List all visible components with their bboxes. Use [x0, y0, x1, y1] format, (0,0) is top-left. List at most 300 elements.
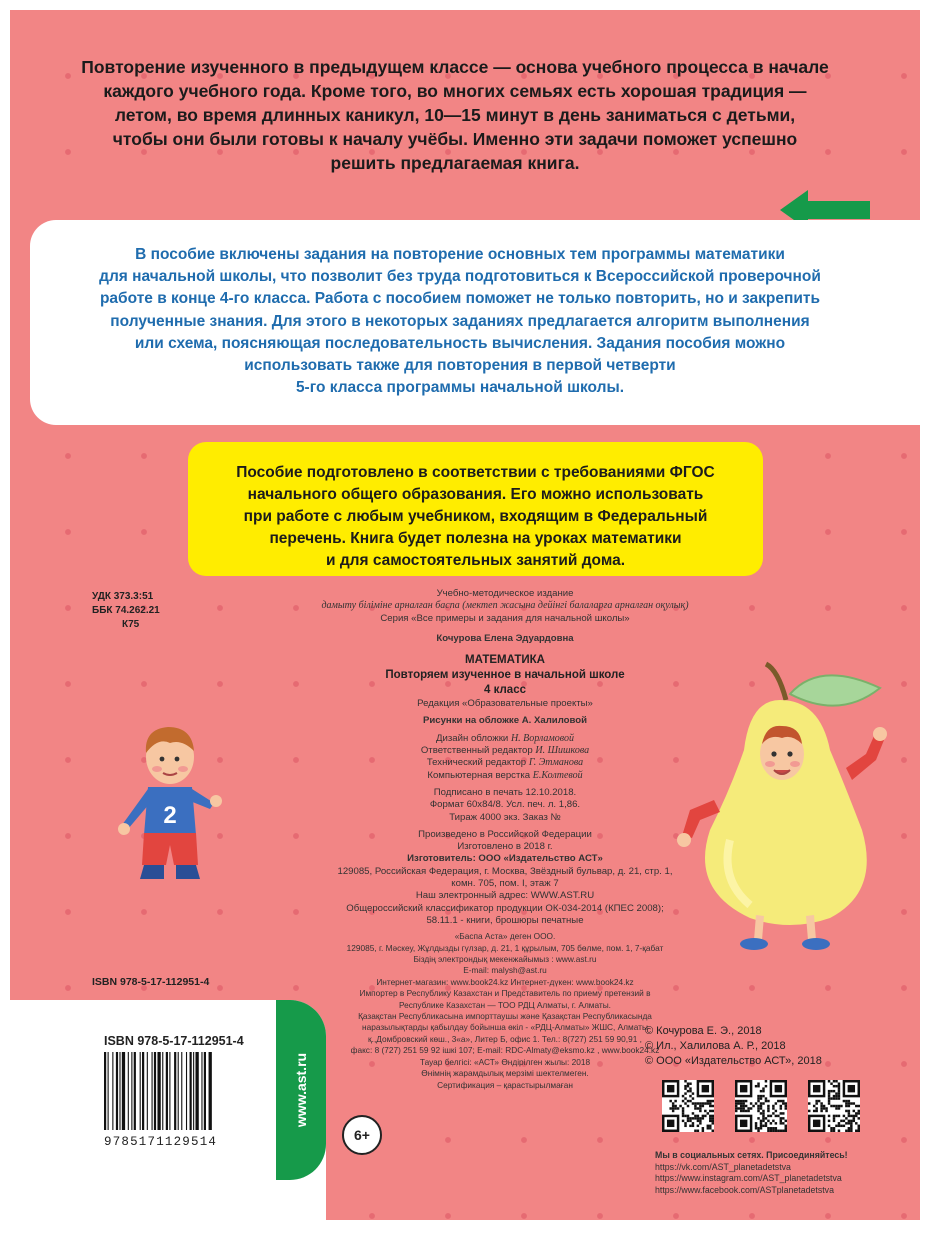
qr-module [833, 1117, 835, 1119]
barcode-bar [128, 1052, 129, 1130]
barcode-bar [157, 1052, 160, 1130]
qr-module [833, 1105, 835, 1107]
kz-line: Сертификация – қарастырылмаған [437, 1079, 573, 1090]
qr-module [684, 1125, 686, 1127]
qr-module [828, 1115, 830, 1117]
qr-module [757, 1095, 759, 1097]
qr-module [760, 1105, 762, 1107]
qr-module [735, 1105, 737, 1107]
qr-module [740, 1105, 742, 1107]
qr-module [843, 1100, 845, 1102]
qr-module [684, 1087, 686, 1089]
website-tab [276, 1000, 326, 1180]
qr-module [772, 1105, 774, 1107]
qr-module [689, 1100, 691, 1102]
boy-shirt-number: 2 [163, 802, 177, 829]
qr-module [745, 1100, 747, 1102]
qr-module [694, 1115, 696, 1117]
qr-module [848, 1110, 850, 1112]
qr-module [765, 1085, 767, 1087]
qr-module [782, 1130, 784, 1132]
qr-module [702, 1115, 704, 1117]
qr-module [777, 1100, 779, 1102]
barcode-bar [195, 1052, 198, 1130]
qr-module [699, 1122, 701, 1124]
qr-module [709, 1105, 711, 1107]
qr-module [843, 1125, 845, 1127]
qr-module [760, 1102, 762, 1104]
qr-module [697, 1102, 699, 1104]
qr-module [737, 1100, 739, 1102]
qr-module [672, 1102, 674, 1104]
qr-module [782, 1112, 784, 1114]
qr-module [684, 1122, 686, 1124]
qr-module [757, 1082, 759, 1084]
qr-module [830, 1097, 832, 1099]
qr-module [848, 1102, 850, 1104]
intro-line: Повторение изученного в предыдущем классе — основа учебного процесса в начале [81, 57, 829, 77]
qr-module [699, 1105, 701, 1107]
qr-module [762, 1095, 764, 1097]
qr-module [689, 1090, 691, 1092]
qr-module [735, 1107, 737, 1109]
qr-module [840, 1120, 842, 1122]
qr-module [707, 1112, 709, 1114]
qr-module [752, 1105, 754, 1107]
qr-module [677, 1107, 679, 1109]
fgos-line: начального общего образования. Его можно использовать [247, 486, 704, 503]
qr-module [843, 1120, 845, 1122]
qr-module [848, 1120, 850, 1122]
qr-module [682, 1107, 684, 1109]
qr-module [709, 1115, 711, 1117]
qr-module [747, 1110, 749, 1112]
pear-character-illustration [670, 660, 895, 955]
qr-module [689, 1120, 691, 1122]
qr-module [740, 1110, 742, 1112]
qr-module [694, 1117, 696, 1119]
qr-module [697, 1120, 699, 1122]
copyright-block [645, 1024, 822, 1069]
description-line: работе в конце 4-го класса. Работа с пособием поможет не только повторить, но и закрепить [99, 290, 821, 308]
qr-module [785, 1107, 787, 1109]
qr-module [702, 1130, 704, 1132]
qr-module [770, 1115, 772, 1117]
qr-module [765, 1097, 767, 1099]
kz-line: Өнімнің жарамдылық мерзімі шектелмеген. [421, 1068, 589, 1079]
qr-module [702, 1127, 704, 1129]
qr-module [782, 1117, 784, 1119]
qr-module [772, 1107, 774, 1109]
qr-module [835, 1097, 837, 1099]
qr-module [745, 1105, 747, 1107]
barcode-bar [122, 1052, 125, 1130]
qr-module [780, 1130, 782, 1132]
barcode-isbn: ISBN 978-5-17-112951-4 [104, 1034, 244, 1048]
manufacturer: Изготовитель: ООО «Издательство АСТ» [407, 853, 603, 865]
qr-module [760, 1125, 762, 1127]
qr-finder-module [740, 1085, 747, 1092]
qr-module [785, 1127, 787, 1129]
qr-code-instagram-icon[interactable] [735, 1080, 787, 1132]
qr-module [838, 1130, 840, 1132]
qr-module [704, 1110, 706, 1112]
qr-module [858, 1130, 860, 1132]
qr-module [850, 1102, 852, 1104]
qr-module [780, 1107, 782, 1109]
qr-module [747, 1107, 749, 1109]
qr-module [833, 1085, 835, 1087]
qr-module [689, 1095, 691, 1097]
qr-module [850, 1127, 852, 1129]
qr-module [780, 1100, 782, 1102]
qr-module [760, 1095, 762, 1097]
barcode-bar [174, 1052, 176, 1130]
qr-module [838, 1105, 840, 1107]
qr-module [833, 1130, 835, 1132]
barcode-bar [112, 1052, 113, 1130]
qr-module [855, 1122, 857, 1124]
qr-module [858, 1112, 860, 1114]
qr-module [707, 1102, 709, 1104]
barcode-bar [193, 1052, 194, 1130]
responsible-editor: Ответственный редактор И. Шишкова [420, 745, 590, 757]
qr-module [692, 1097, 694, 1099]
qr-module [772, 1120, 774, 1122]
description-line: или схема, поясняющая последовательность вычисления. Задания пособия можно [134, 334, 786, 352]
qr-module [808, 1110, 810, 1112]
qr-module [742, 1107, 744, 1109]
qr-module [820, 1102, 822, 1104]
qr-module [820, 1105, 822, 1107]
qr-module [833, 1080, 835, 1082]
intro-line: чтобы они были готовы к началу учёбы. Именно эти задачи поможет успешно [112, 129, 798, 149]
qr-module [777, 1130, 779, 1132]
qr-module [838, 1085, 840, 1087]
qr-module [672, 1105, 674, 1107]
book-title: МАТЕМАТИКА [465, 654, 545, 667]
barcode-bar [104, 1052, 106, 1130]
qr-module [848, 1105, 850, 1107]
series: Серия «Все примеры и задания для начальной школы» [380, 612, 630, 624]
qr-module [745, 1110, 747, 1112]
qr-module [830, 1105, 832, 1107]
qr-module [838, 1097, 840, 1099]
qr-module [682, 1112, 684, 1114]
barcode-bar [116, 1052, 118, 1130]
author-mark: К75 [122, 619, 140, 630]
qr-module [712, 1117, 714, 1119]
qr-module [843, 1115, 845, 1117]
qr-module [828, 1097, 830, 1099]
intro-line: каждого учебного года. Кроме того, во многих семьях есть хорошая традиция — [103, 81, 807, 101]
qr-module [669, 1107, 671, 1109]
qr-module [830, 1082, 832, 1084]
qr-module [785, 1102, 787, 1104]
qr-module [848, 1127, 850, 1129]
qr-module [820, 1107, 822, 1109]
qr-module [755, 1125, 757, 1127]
qr-module [825, 1107, 827, 1109]
qr-module [835, 1107, 837, 1109]
qr-module [815, 1110, 817, 1112]
qr-module [687, 1120, 689, 1122]
qr-module [767, 1127, 769, 1129]
social-link-instagram[interactable]: https://www.instagram.com/AST_planetadetstva [655, 1173, 842, 1183]
qr-module [855, 1112, 857, 1114]
qr-module [780, 1120, 782, 1122]
qr-module [838, 1095, 840, 1097]
qr-module [848, 1115, 850, 1117]
barcode-ean: 9785171129514 [104, 1135, 218, 1149]
kz-line: Импортер в Республику Казахстан и Представитель по приему претензий в [359, 988, 651, 999]
classification-codes [92, 590, 160, 632]
qr-module [830, 1130, 832, 1132]
qr-module [828, 1125, 830, 1127]
qr-module [777, 1115, 779, 1117]
qr-module [850, 1120, 852, 1122]
qr-finder-module [848, 1085, 855, 1092]
qr-module [699, 1107, 701, 1109]
cover-design: Дизайн обложки Н. Ворламовой [436, 732, 574, 744]
qr-module [692, 1117, 694, 1119]
qr-module [687, 1082, 689, 1084]
barcode-bar [131, 1052, 132, 1130]
qr-module [767, 1107, 769, 1109]
qr-module [687, 1115, 689, 1117]
qr-module [835, 1092, 837, 1094]
fgos-line: и для самостоятельных занятий дома. [325, 552, 626, 569]
qr-module [682, 1120, 684, 1122]
qr-module [737, 1102, 739, 1104]
qr-module [765, 1122, 767, 1124]
qr-module [674, 1100, 676, 1102]
qr-module [712, 1110, 714, 1112]
qr-module [689, 1125, 691, 1127]
kz-line: E-mail: malysh@ast.ru [463, 965, 547, 976]
qr-module [830, 1127, 832, 1129]
qr-module [835, 1080, 837, 1082]
qr-module [815, 1102, 817, 1104]
qr-module [762, 1090, 764, 1092]
qr-module [707, 1127, 709, 1129]
qr-module [838, 1107, 840, 1109]
qr-module [760, 1122, 762, 1124]
qr-module [702, 1102, 704, 1104]
qr-module [858, 1110, 860, 1112]
qr-finder-module [667, 1120, 674, 1127]
qr-module [833, 1115, 835, 1117]
social-link-facebook[interactable]: https://www.facebook.com/ASTplanetadetstva [655, 1184, 834, 1195]
qr-module [709, 1117, 711, 1119]
qr-module [757, 1097, 759, 1099]
qr-module [767, 1130, 769, 1132]
qr-module [833, 1127, 835, 1129]
qr-module [679, 1105, 681, 1107]
copyright-line: © Кочурова Е. Э., 2018 [645, 1025, 762, 1037]
qr-module [707, 1100, 709, 1102]
barcode-bar [142, 1052, 144, 1130]
qr-module [853, 1102, 855, 1104]
technical-editor: Технический редактор Г. Этманова [426, 757, 584, 769]
qr-module [755, 1085, 757, 1087]
qr-module [704, 1102, 706, 1104]
isbn-label: ISBN 978-5-17-112951-4 [92, 976, 210, 988]
qr-module [855, 1105, 857, 1107]
qr-module [845, 1100, 847, 1102]
qr-finder-module [740, 1120, 747, 1127]
qr-finder-module [775, 1085, 782, 1092]
barcode-bar [162, 1052, 163, 1130]
qr-module [692, 1122, 694, 1124]
qr-module [699, 1120, 701, 1122]
qr-module [760, 1090, 762, 1092]
qr-module [694, 1105, 696, 1107]
kz-line: «Баспа Аста» деген ООО. [454, 931, 556, 942]
description-line: для начальной школы, что позволит без труда подготовиться к Всероссийской проверочной [99, 268, 821, 286]
qr-module [684, 1080, 686, 1082]
qr-module [742, 1102, 744, 1104]
qr-code-vk-icon[interactable] [662, 1080, 714, 1132]
qr-module [838, 1082, 840, 1084]
barcode-bar [134, 1052, 136, 1130]
fgos-line: Пособие подготовлено в соответствии с требованиями ФГОС [236, 464, 715, 481]
kz-line: наразылықтарды қабылдау бойынша өкіл - «РДЦ-Алматы» ЖШС, Алматы [362, 1022, 648, 1033]
qr-module [813, 1110, 815, 1112]
qr-module [782, 1102, 784, 1104]
qr-module [682, 1100, 684, 1102]
qr-module [750, 1102, 752, 1104]
qr-module [780, 1105, 782, 1107]
qr-module [835, 1095, 837, 1097]
qr-module [674, 1105, 676, 1107]
print-format: Формат 60х84/8. Усл. печ. л. 1,86. [429, 799, 581, 811]
qr-module [694, 1107, 696, 1109]
qr-module [815, 1100, 817, 1102]
qr-module [858, 1127, 860, 1129]
qr-module [762, 1117, 764, 1119]
qr-module [750, 1107, 752, 1109]
qr-module [775, 1130, 777, 1132]
qr-module [808, 1102, 810, 1104]
qr-module [740, 1107, 742, 1109]
qr-module [687, 1100, 689, 1102]
qr-module [828, 1100, 830, 1102]
barcode-bar [169, 1052, 170, 1130]
qr-module [828, 1092, 830, 1094]
qr-code-facebook-icon[interactable] [808, 1080, 860, 1132]
qr-module [828, 1090, 830, 1092]
qr-module [828, 1120, 830, 1122]
qr-module [815, 1107, 817, 1109]
barcode-bar [147, 1052, 148, 1130]
qr-module [760, 1097, 762, 1099]
qr-module [762, 1112, 764, 1114]
qr-module [684, 1092, 686, 1094]
qr-module [762, 1102, 764, 1104]
qr-module [684, 1115, 686, 1117]
qr-module [775, 1110, 777, 1112]
qr-module [858, 1117, 860, 1119]
description-paragraph [30, 244, 890, 399]
qr-module [702, 1117, 704, 1119]
okp-line: Общероссийский классификатор продукции ОК-034-2014 (КПЕС 2008); [346, 902, 664, 914]
qr-module [757, 1105, 759, 1107]
qr-module [684, 1085, 686, 1087]
qr-module [820, 1110, 822, 1112]
qr-module [833, 1090, 835, 1092]
kz-line: Интернет-магазин: www.book24.kz Интернет-дүкен: www.book24.kz [376, 976, 634, 987]
qr-module [823, 1105, 825, 1107]
qr-module [694, 1130, 696, 1132]
qr-module [838, 1122, 840, 1124]
qr-module [838, 1090, 840, 1092]
kz-line: Қазақстан Республикасына импорттаушы және Қазақстан Республикасында [358, 1011, 652, 1022]
qr-finder-module [813, 1120, 820, 1127]
qr-module [828, 1095, 830, 1097]
qr-module [850, 1122, 852, 1124]
barcode-bar [152, 1052, 153, 1130]
qr-module [760, 1112, 762, 1114]
qr-module [772, 1127, 774, 1129]
qr-module [775, 1102, 777, 1104]
author: Кочурова Елена Эдуардовна [436, 632, 574, 644]
description-line: 5-го класса программы начальной школы. [295, 379, 625, 397]
qr-module [845, 1122, 847, 1124]
qr-module [737, 1107, 739, 1109]
qr-module [838, 1125, 840, 1127]
qr-module [858, 1125, 860, 1127]
qr-module [692, 1092, 694, 1094]
qr-module [672, 1110, 674, 1112]
qr-module [833, 1097, 835, 1099]
qr-module [699, 1117, 701, 1119]
qr-module [762, 1087, 764, 1089]
qr-module [740, 1102, 742, 1104]
qr-module [772, 1112, 774, 1114]
qr-module [762, 1120, 764, 1122]
qr-module [757, 1130, 759, 1132]
kz-line: қ.,Домбровский көш., 3«а», Литер Б, офис 1. Тел.: 8(727) 251 59 90,91 , [368, 1033, 642, 1044]
qr-module [757, 1107, 759, 1109]
social-link-vk[interactable]: https://vk.com/AST_planetadetstva [655, 1161, 791, 1172]
qr-module [835, 1125, 837, 1127]
barcode-bar [154, 1052, 156, 1130]
address-line: комн. 705, пом. I, этаж 7 [451, 878, 559, 890]
qr-module [853, 1117, 855, 1119]
qr-module [684, 1102, 686, 1104]
qr-module [757, 1085, 759, 1087]
kz-line: Біздің электрондық мекенжайымыз : www.ast.ru [413, 954, 597, 965]
qr-module [704, 1115, 706, 1117]
barcode-bar [140, 1052, 141, 1130]
qr-module [785, 1105, 787, 1107]
qr-module [735, 1100, 737, 1102]
qr-module [785, 1130, 787, 1132]
qr-module [697, 1130, 699, 1132]
qr-module [848, 1112, 850, 1114]
qr-module [692, 1125, 694, 1127]
qr-module [855, 1130, 857, 1132]
qr-module [674, 1107, 676, 1109]
qr-module [770, 1130, 772, 1132]
qr-module [694, 1102, 696, 1104]
qr-module [770, 1127, 772, 1129]
qr-module [712, 1122, 714, 1124]
barcode-bar [166, 1052, 168, 1130]
qr-module [765, 1080, 767, 1082]
qr-module [735, 1102, 737, 1104]
